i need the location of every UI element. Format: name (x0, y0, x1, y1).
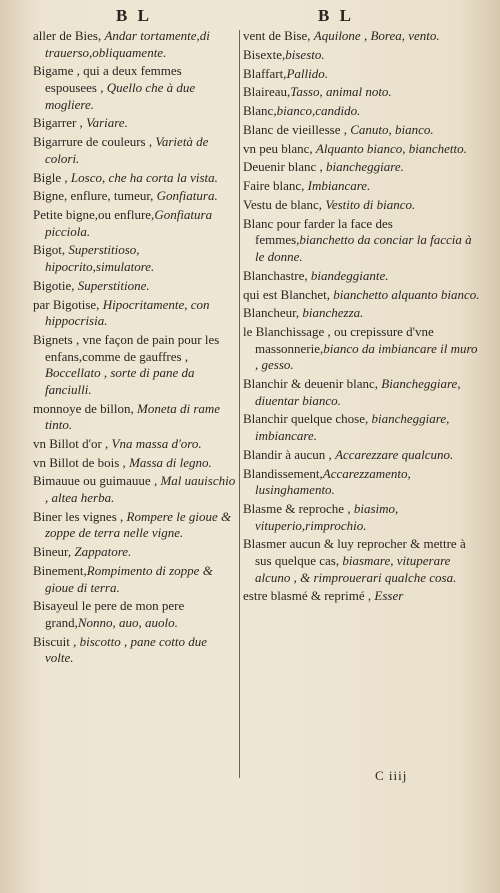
entry-translation: Vestito di bianco. (325, 197, 416, 213)
dictionary-entry (243, 501, 483, 534)
entry-headword: Bisexte, (243, 46, 286, 62)
entry-translation: biandeggiante. (310, 267, 389, 283)
dictionary-entry (33, 563, 236, 596)
dictionary-entry (243, 466, 483, 499)
entry-headword: Blancheur, (243, 305, 303, 321)
entry-headword: Blanchastre, (243, 267, 311, 283)
entry-translation: Hipocritamente, con hippocrisia. (45, 296, 210, 329)
dictionary-entry (33, 598, 236, 631)
running-head-right: B L (318, 6, 354, 25)
entry-translation: Rompere le gioue & zoppe de terra nelle vigne. (45, 508, 232, 541)
entry-translation: bianco,candido. (276, 103, 361, 119)
entry-translation: Imbiancare. (307, 178, 371, 194)
dictionary-entry (33, 278, 236, 295)
dictionary-entry (33, 242, 236, 275)
entry-translation: Alquanto bianco, bianchetto. (315, 140, 467, 156)
entry-translation: Boccellato , sorte di pane da fanciulli. (45, 365, 195, 397)
entry-headword: Blasmer aucun & luy reprocher & mettre à sus quelque cas, (243, 536, 466, 568)
dictionary-entry (243, 287, 483, 304)
entry-headword: Blandissement, (243, 465, 323, 481)
entry-translation: Mal uauischio , altea herba. (45, 473, 236, 506)
entry-translation: Zappatore. (74, 544, 132, 560)
entry-headword: vent de Bise, (243, 28, 314, 43)
dictionary-entry (243, 216, 483, 266)
entry-translation: biancheggiare, imbiancare. (255, 411, 450, 444)
entry-translation: Losco, che ha corta la vista. (70, 169, 218, 185)
dictionary-entry (243, 305, 483, 322)
dictionary-entry (243, 122, 483, 139)
dictionary-entry (243, 324, 483, 374)
dictionary-entry (33, 509, 236, 542)
entry-headword: par Bigotise, (33, 296, 103, 312)
entry-translation: Quello che à due mogliere. (45, 79, 196, 112)
entry-headword: Faire blanc, (243, 178, 308, 194)
dictionary-entry (33, 332, 236, 398)
entry-translation: biancheggiare. (326, 159, 404, 175)
dictionary-entry (243, 47, 483, 64)
entry-translation: Superstitione. (77, 277, 150, 293)
entry-headword: Bigame , qui a deux femmes espousees , (33, 63, 182, 95)
entry-headword: Blanc, (243, 103, 277, 119)
dictionary-entry (243, 159, 483, 176)
entry-headword: Blanchir quelque chose, (243, 411, 372, 427)
entry-headword: Bigotie, (33, 277, 78, 293)
entry-headword: Blanc pour farder la face des femmes, (243, 215, 393, 248)
entry-headword: Bigne, enflure, tumeur, (33, 188, 157, 204)
column-divider (239, 30, 240, 778)
entry-headword: Bimauue ou guimauue , (33, 473, 161, 489)
entry-headword: monnoye de billon, (33, 400, 137, 416)
entry-translation: bianchetto alquanto bianco. (333, 286, 480, 302)
dictionary-entry (33, 297, 236, 330)
entry-headword: estre blasmé & reprimé , (243, 588, 375, 604)
dictionary-entry (33, 436, 236, 453)
entry-translation: Biancheggiare, diuentar bianco. (255, 376, 461, 408)
dictionary-entry (243, 447, 483, 464)
entry-translation: Tasso, animal noto. (290, 84, 392, 100)
entry-translation: Varietà de colori. (45, 134, 209, 166)
dictionary-entry (243, 536, 483, 586)
entry-headword: Bigarrer , (33, 115, 87, 131)
entry-headword: aller de Bies, (33, 28, 105, 43)
entry-headword: Biscuit , (33, 633, 80, 649)
entry-translation: Gonfiatura picciola. (45, 207, 213, 239)
entry-translation: bisesto. (285, 46, 325, 62)
dictionary-entry (243, 588, 483, 605)
dictionary-entry (243, 411, 483, 444)
entry-translation: biasimo, vituperio,rimprochio. (255, 501, 399, 533)
entry-headword: Bigot, (33, 242, 69, 258)
entry-translation: Esser (374, 588, 404, 604)
running-head-left: B L (116, 6, 152, 25)
dictionary-entry (33, 63, 236, 113)
entry-headword: Blanchir & deuenir blanc, (243, 376, 382, 392)
entry-headword: Blanc de vieillesse , (243, 121, 351, 137)
dictionary-entry (243, 66, 483, 83)
entry-translation: Superstitioso, hipocrito,simulatore. (45, 242, 155, 275)
entry-translation: biasmare, vituperare alcuno , & rimprouerari qualche cosa. (255, 552, 457, 585)
entry-headword: Blaireau, (243, 84, 291, 100)
entry-translation: Aquilone , Borea, vento. (313, 28, 440, 43)
dictionary-entry (243, 376, 483, 409)
entry-headword: Biner les vignes , (33, 508, 127, 524)
dictionary-entry (243, 141, 483, 158)
entry-headword: Bineur, (33, 544, 75, 560)
dictionary-entry (243, 103, 483, 120)
entry-translation: bianchezza. (302, 305, 364, 321)
dictionary-entry (33, 207, 236, 240)
entry-headword: Binement, (33, 563, 87, 578)
dictionary-entry (243, 268, 483, 285)
entry-translation: Accarezzamento, lusinghamento. (255, 465, 411, 498)
entry-translation: Rompimento di zoppe & gioue di terra. (45, 563, 213, 595)
entry-translation: Vna massa d'oro. (111, 435, 202, 451)
dictionary-entry (33, 473, 236, 506)
entry-headword: Bisayeul le pere de mon pere grand, (33, 598, 185, 630)
entry-headword: Bigle , (33, 169, 71, 185)
right-column (243, 28, 483, 607)
entry-translation: Gonfiatura. (156, 188, 218, 204)
entry-translation: Moneta di rame tinto. (45, 400, 221, 433)
entry-headword: Deuenir blanc , (243, 159, 327, 175)
dictionary-entry (33, 115, 236, 132)
dictionary-entry (243, 28, 483, 45)
entry-headword: Blandir à aucun , (243, 446, 336, 462)
entry-headword: Blasme & reproche , (243, 501, 354, 516)
dictionary-entry (33, 134, 236, 167)
dictionary-entry (33, 188, 236, 205)
dictionary-entry (33, 28, 236, 61)
entry-headword: Bigarrure de couleurs , (33, 134, 156, 150)
entry-headword: vn peu blanc, (243, 140, 316, 156)
entry-translation: Massa di legno. (129, 454, 212, 470)
dictionary-entry (33, 634, 236, 667)
entry-headword: Petite bigne,ou enflure, (33, 207, 155, 223)
dictionary-entry (243, 197, 483, 214)
entry-headword: vn Billot d'or , (33, 435, 112, 451)
entry-headword: le Blanchissage , ou crepissure d'vne massonnerie, (243, 324, 434, 356)
entry-headword: Blaffart, (243, 65, 287, 81)
dictionary-entry (33, 544, 236, 561)
left-column (33, 28, 236, 669)
entry-translation: Andar tortamente,di trauerso,obliquamente. (45, 28, 210, 60)
dictionary-entry (243, 178, 483, 195)
entry-translation: Canuto, bianco. (350, 121, 434, 137)
entry-headword: Bignets , vne façon de pain pour les enfans,comme de gauffres , (33, 331, 220, 364)
entry-translation: bianco da imbiancare il muro , gesso. (255, 340, 478, 373)
dictionary-entry (33, 401, 236, 434)
dictionary-entry (243, 84, 483, 101)
entry-translation: biscotto , pane cotto due volte. (45, 633, 208, 666)
dictionary-entry (33, 170, 236, 187)
entry-translation: Nonno, auo, auolo. (77, 614, 178, 630)
entry-translation: Accarezzare qualcuno. (335, 446, 454, 462)
signature-mark: C iiij (375, 768, 408, 783)
entry-headword: Vestu de blanc, (243, 197, 326, 213)
entry-headword: vn Billot de bois , (33, 454, 130, 470)
dictionary-entry (33, 455, 236, 472)
entry-translation: Pallido. (286, 65, 328, 81)
entry-headword: qui est Blanchet, (243, 286, 334, 302)
entry-translation: bianchetto da conciar la faccia à le donne. (255, 232, 472, 264)
entry-translation: Variare. (86, 115, 128, 131)
